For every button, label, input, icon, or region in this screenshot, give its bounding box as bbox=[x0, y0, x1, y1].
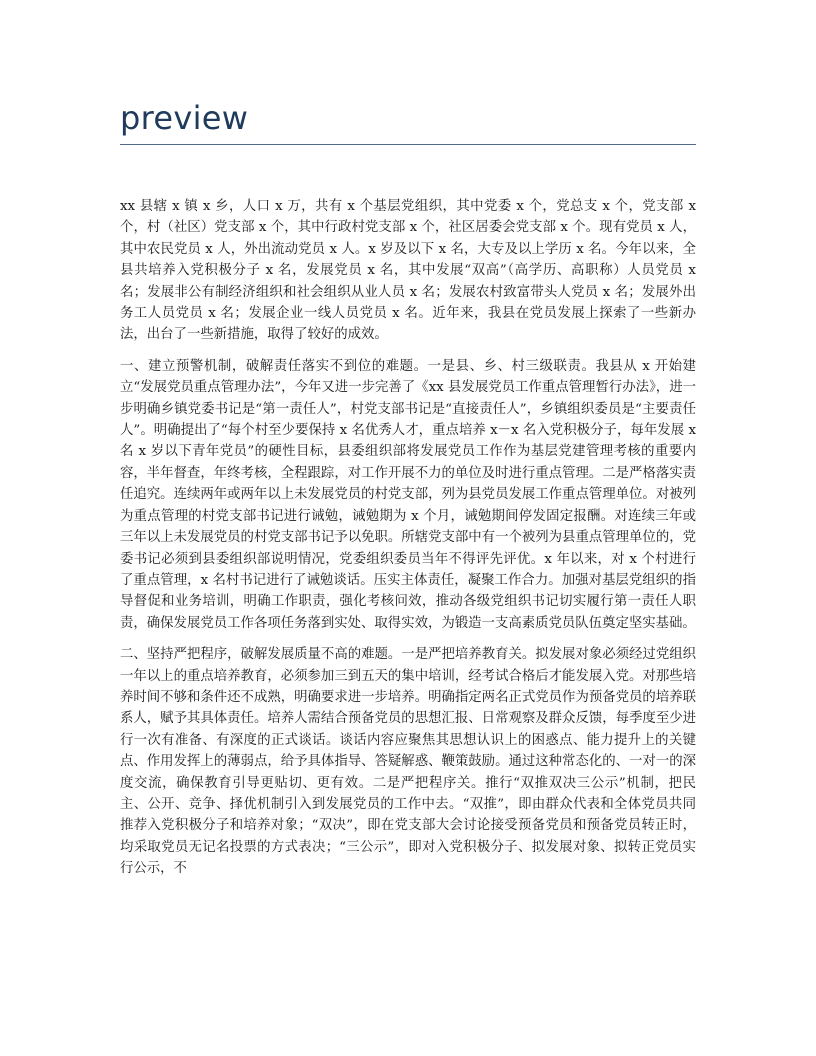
paragraph-section-two: 二、坚持严把程序，破解发展质量不高的难题。一是严把培养教育关。拟发展对象必须经过党组织一年以上的重点培养教育，必须参加三到五天的集中培训，经考试合格后才能发展入党。对那些培养时间不够和条件还不成熟，明确要求进一步培养。明确指定两名正式党员作为预备党员的培养联系人，赋予其具体责任。培养人需结合预备党员的思想汇报、日常观察及群众反馈，每季度至少进行一次有准备、有深度的正式谈话。谈话内容应聚焦其思想认识上的困惑点、能力提升上的关键点、作用发挥上的薄弱点，给予具体指导、答疑解惑、鞭策鼓励。通过这种常态化的、一对一的深度交流，确保教育引导更贴切、更有效。二是严把程序关。推行“双推双决三公示”机制，把民主、公开、竞争、择优机制引入到发展党员的工作中去。“双推”，即由群众代表和全体党员共同推荐入党积极分子和培养对象；“双决”，即在党支部大会讨论接受预备党员和预备党员转正时，均采取党员无记名投票的方式表决；“三公示”，即对入党积极分子、拟发展对象、拟转正党员实行公示，不 bbox=[120, 647, 696, 877]
paragraph-intro: xx 县辖 x 镇 x 乡，人口 x 万，共有 x 个基层党组织，其中党委 x 个，党总支 x 个，党支部 x 个，村（社区）党支部 x 个，其中行政村党支部 x 个，社区居委会党支部 x 个。现有党员 x 人，其中农民党员 x 人，外出流动党员 x 人。x 岁及以下 x 名，大专及以上学历 x 名。今年以来，全县共培养入党积极分子 x 名，发展党员 x 名，其中发展“双高”（高学历、高职称）人员党员 x 名；发展非公有制经济组织和社会组织从业人员 x 名；发展农村致富带头人党员 x 名；发展外出务工人员党员 x 名；发展企业一线人员党员 x 名。近年来，我县在党员发展上探索了一些新办法，出台了一些新措施，取得了较好的成效。 bbox=[120, 199, 696, 343]
document-body bbox=[120, 196, 696, 880]
title-divider bbox=[120, 144, 696, 145]
document-page bbox=[120, 0, 696, 890]
page-title: preview bbox=[120, 99, 249, 137]
paragraph-section-one: 一、建立预警机制，破解责任落实不到位的难题。一是县、乡、村三级联责。我县从 x 开始建立“发展党员重点管理办法”，今年又进一步完善了《xx 县发展党员工作重点管理暂行办法》，进一步明确乡镇党委书记是“第一责任人”，村党支部书记是“直接责任人”，乡镇组织委员是“主要责任人”。明确提出了“每个村至少要保持 x 名优秀人才，重点培养 x－x 名入党积极分子，每年发展 x 名 x 岁以下青年党员”的硬性目标，县委组织部将发展党员工作作为基层党建管理考核的重要内容，半年督查，年终考核，全程跟踪，对工作开展不力的单位及时进行重点管理。二是严格落实责任追究。连续两年或两年以上未发展党员的村党支部，列为县党员发展工作重点管理单位。对被列为重点管理的村党支部书记进行诫勉，诫勉期为 x 个月，诫勉期间停发固定报酬。对连续三年或三年以上未发展党员的村党支部书记予以免职。所辖党支部中有一个被列为县重点管理单位的，党委书记必须到县委组织部说明情况，党委组织委员当年不得评先评优。x 年以来，对 x 个村进行了重点管理，x 名村书记进行了诫勉谈话。压实主体责任，凝聚工作合力。加强对基层党组织的指导督促和业务培训，明确工作职责，强化考核问效，推动各级党组织书记切实履行第一责任人职责，确保发展党员工作各项任务落到实处、取得实效，为锻造一支高素质党员队伍奠定坚实基础。 bbox=[120, 358, 696, 631]
